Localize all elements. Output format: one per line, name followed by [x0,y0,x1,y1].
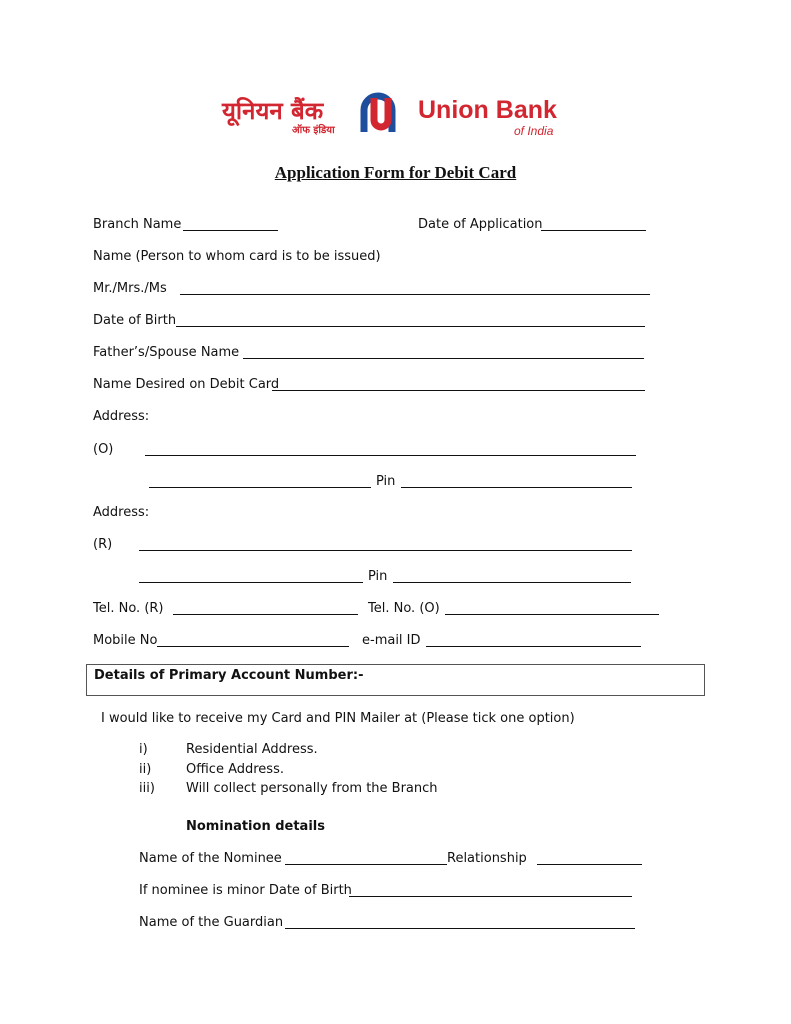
tel-residence-field[interactable] [173,614,358,615]
office-address-line-2[interactable] [149,487,371,488]
tel-office-label: Tel. No. (O) [368,601,440,616]
union-bank-emblem-icon [356,92,408,138]
logo-english-subtitle: of India [514,124,554,138]
tel-residence-label: Tel. No. (R) [93,601,164,616]
option-number: iii) [139,781,155,796]
residential-pin-field[interactable] [393,582,631,583]
branch-name-field[interactable] [183,230,278,231]
nomination-heading: Nomination details [186,819,325,834]
office-pin-label: Pin [376,474,396,489]
name-on-card-label: Name Desired on Debit Card [93,377,280,392]
date-of-application-label: Date of Application [418,217,543,232]
office-address-line-1[interactable] [145,455,636,456]
residential-pin-label: Pin [368,569,388,584]
logo-english-name: Union Bank [418,96,557,124]
father-spouse-field[interactable] [243,358,644,359]
dob-field[interactable] [176,326,645,327]
applicant-name-field[interactable] [180,294,650,295]
email-field[interactable] [426,646,641,647]
option-office[interactable]: Office Address. [186,762,284,777]
office-address-label: Address: [93,409,150,424]
office-marker: (O) [93,442,114,457]
residential-address-label: Address: [93,505,150,520]
residential-address-line-2[interactable] [139,582,363,583]
guardian-field[interactable] [285,928,635,929]
date-of-application-field[interactable] [541,230,646,231]
receive-prompt: I would like to receive my Card and PIN Mailer at (Please tick one option) [101,711,575,726]
nominee-name-field[interactable] [285,864,447,865]
relationship-label: Relationship [447,851,527,866]
father-spouse-label: Father’s/Spouse Name [93,345,240,360]
form-title: Application Form for Debit Card [274,163,517,182]
relationship-field[interactable] [537,864,642,865]
bank-logo [222,94,567,140]
option-number: ii) [139,762,152,777]
dob-label: Date of Birth [93,313,177,328]
name-note-label: Name (Person to whom card is to be issued) [93,249,381,264]
option-residential[interactable]: Residential Address. [186,742,318,757]
logo-hindi-subtitle: ऑफ इंडिया [292,125,335,136]
logo-hindi-name: यूनियन बैंक [222,97,324,125]
name-on-card-field[interactable] [272,390,645,391]
primary-account-label: Details of Primary Account Number:- [94,668,364,683]
email-label: e-mail ID [362,633,421,648]
branch-name-label: Branch Name [93,217,182,232]
mobile-field[interactable] [157,646,349,647]
primary-account-box[interactable] [86,664,705,696]
mobile-label: Mobile No [93,633,158,648]
option-collect-branch[interactable]: Will collect personally from the Branch [186,781,438,796]
nominee-name-label: Name of the Nominee [139,851,282,866]
office-pin-field[interactable] [401,487,632,488]
residential-address-line-1[interactable] [139,550,632,551]
guardian-label: Name of the Guardian [139,915,284,930]
salutation-label: Mr./Mrs./Ms [93,281,167,296]
minor-dob-label: If nominee is minor Date of Birth [139,883,352,898]
tel-office-field[interactable] [445,614,659,615]
option-number: i) [139,742,148,757]
minor-dob-field[interactable] [349,896,632,897]
residence-marker: (R) [93,537,113,552]
